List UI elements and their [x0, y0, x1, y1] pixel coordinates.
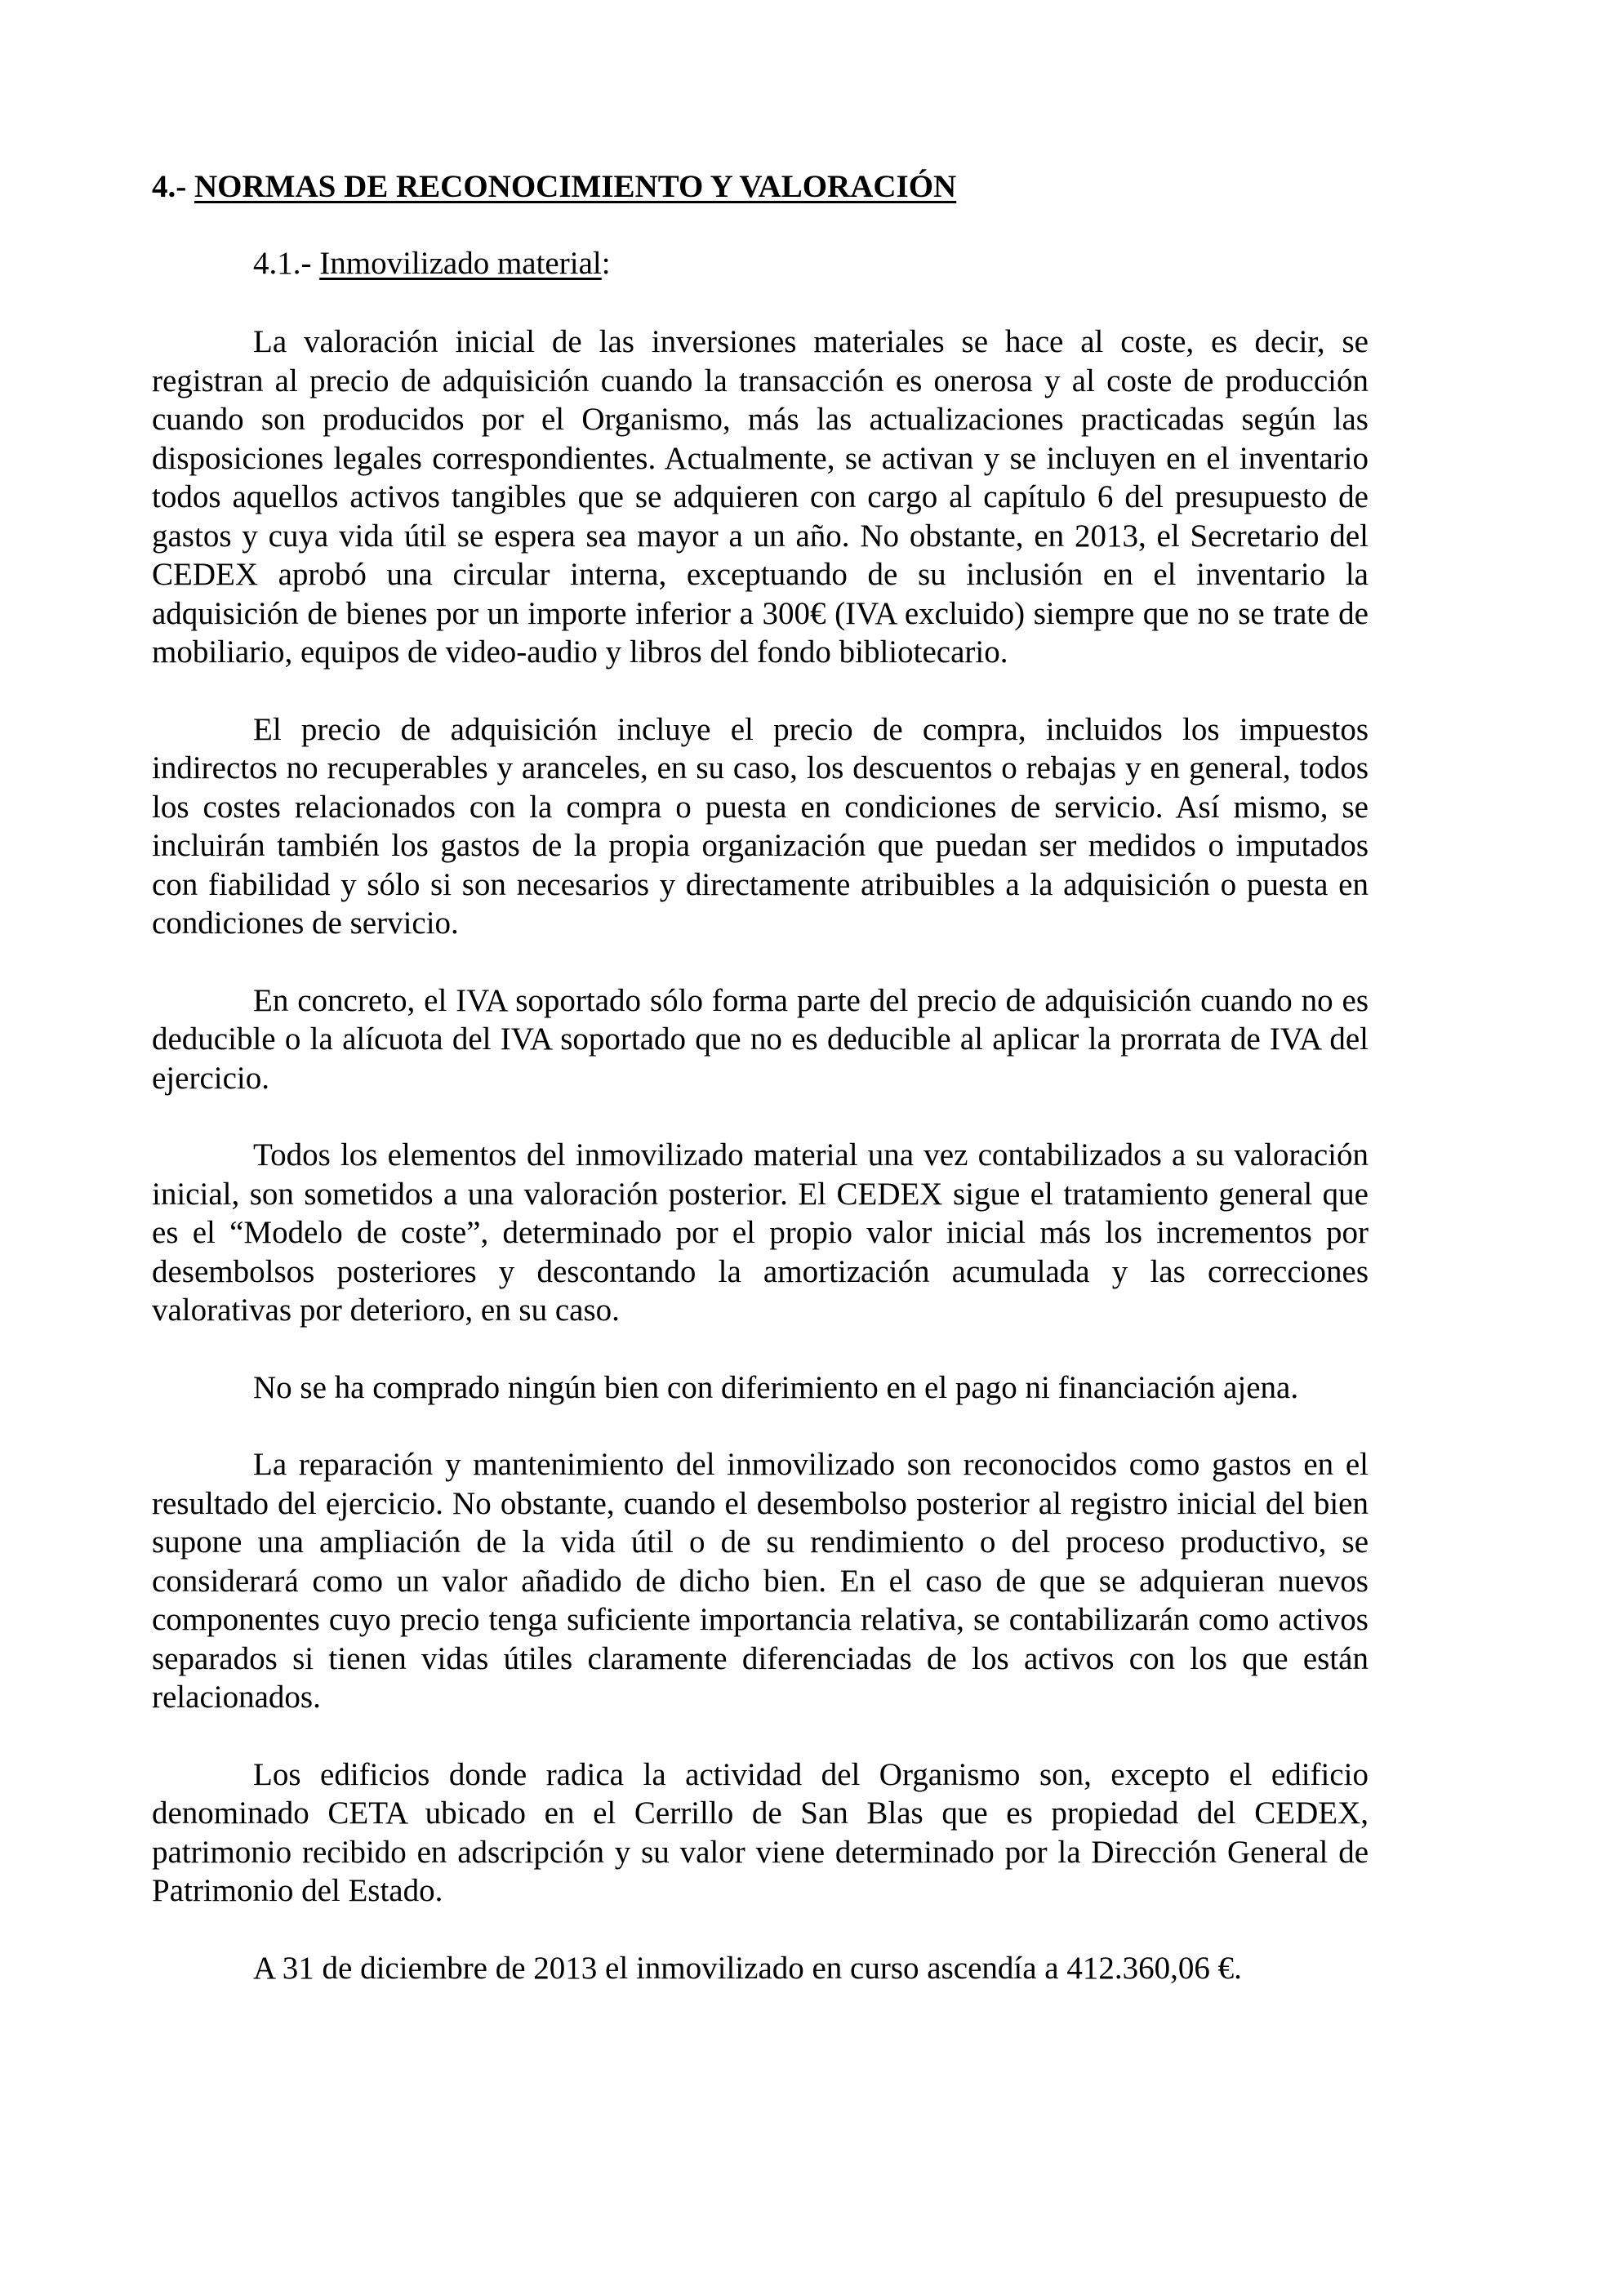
subsection-suffix: : [601, 246, 611, 281]
paragraph-maintenance: La reparación y mantenimiento del inmovilizado son reconocidos como gastos en el resultado del ejercicio. No obstante, cuando el desembolso posterior al registro inicial del bien supone una ampliación de la vida útil o de su rendimiento o del proceso productivo, se considerará como un valor añadido de dicho bien. En el caso de que se adquieran nuevos componentes cuyo precio tenga suficiente importancia relativa, se contabilizarán como activos separados si tienen vidas útiles claramente diferenciadas de los activos con los que están relacionados. [152, 1447, 1369, 1715]
paragraph-initial-valuation: La valoración inicial de las inversiones materiales se hace al coste, es decir, se registran al precio de adquisición cuando la transacción es onerosa y al coste de producción cuando son producidos por el Organismo, más las actualizaciones practicadas según las disposiciones legales correspondientes. Actualmente, se activan y se incluyen en el inventario todos aquellos activos tangibles que se adquieren con cargo al capítulo 6 del presupuesto de gastos y cuya vida útil se espera sea mayor a un año. No obstante, en 2013, el Secretario del CEDEX aprobó una circular interna, exceptuando de su inclusión en el inventario la adquisición de bienes por un importe inferior a 300€ (IVA excluido) siempre que no se trate de mobiliario, equipos de video-audio y libros del fondo bibliotecario. [152, 324, 1369, 670]
subsection-number: 4.1.- [253, 246, 312, 281]
subsection-title: Inmovilizado material [319, 246, 602, 281]
paragraph-buildings: Los edificios donde radica la actividad del Organismo son, excepto el edificio denominado CETA ubicado en el Cerrillo de San Blas que es propiedad del CEDEX, patrimonio recibido en adscripción y su valor viene determinado por la Dirección General de Patrimonio del Estado. [152, 1756, 1369, 1908]
subsection-heading [253, 244, 1369, 283]
section-heading [152, 167, 1369, 207]
paragraph-iva: En concreto, el IVA soportado sólo forma parte del precio de adquisición cuando no es deducible o la alícuota del IVA soportado que no es deducible al aplicar la prorrata de IVA del ejercicio. [152, 982, 1369, 1096]
section-number: 4.- [152, 169, 187, 204]
document-body [152, 167, 1369, 1987]
paragraph-subsequent-valuation: Todos los elementos del inmovilizado material una vez contabilizados a su valoración inicial, son sometidos a una valoración posterior. El CEDEX sigue el tratamiento general que es el “Modelo de coste”, determinado por el propio valor inicial más los incrementos por desembolsos posteriores y descontando la amortización acumulada y las correcciones valorativas por deterioro, en su caso. [152, 1137, 1369, 1328]
paragraph-deferred-payment: No se ha comprado ningún bien con diferimiento en el pago ni financiación ajena. [253, 1369, 1299, 1405]
paragraph-acquisition-price: El precio de adquisición incluye el precio de compra, incluidos los impuestos indirectos no recuperables y aranceles, en su caso, los descuentos o rebajas y en general, todos los costes relacionados con la compra o puesta en condiciones de servicio. Así mismo, se incluirán también los gastos de la propia organización que puedan ser medidos o imputados con fiabilidad y sólo si son necesarios y directamente atribuibles a la adquisición o puesta en condiciones de servicio. [152, 711, 1369, 941]
paragraph-construction-in-progress: A 31 de diciembre de 2013 el inmovilizado en curso ascendía a 412.360,06 €. [253, 1950, 1242, 1986]
section-title: NORMAS DE RECONOCIMIENTO Y VALORACIÓN [194, 169, 957, 204]
